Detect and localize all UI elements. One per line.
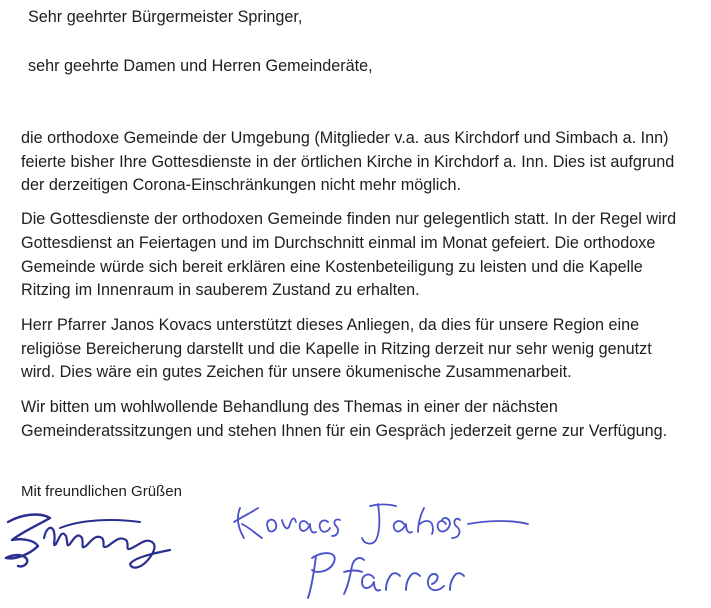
paragraph-1-line-2: feierte bisher Ihre Gottesdienste in der örtlichen Kirche in Kirchdorf a. Inn. Dies ist aufgrund <box>21 153 675 171</box>
paragraph-2-line-4: Ritzing im Innenraum in sauberem Zustand zu erhalten. <box>21 281 420 299</box>
paragraph-2-line-1: Die Gottesdienste der orthodoxen Gemeinde finden nur gelegentlich statt. In der Regel wird <box>21 210 677 228</box>
signature-pastor <box>228 494 548 604</box>
closing: Mit freundlichen Grüßen <box>21 483 182 500</box>
paragraph-3-line-3: wird. Dies wäre ein gutes Zeichen für unsere ökumenische Zusammenarbeit. <box>21 363 572 381</box>
signature-mayor <box>0 498 200 578</box>
paragraph-3-line-1: Herr Pfarrer Janos Kovacs unterstützt dieses Anliegen, da dies für unsere Region eine <box>21 316 640 334</box>
paragraph-3-line-2: religiöse Bereicherung darstellt und die Kapelle in Ritzing derzeit nur sehr wenig genutzt <box>21 340 652 358</box>
paragraph-2-line-3: Gemeinde würde sich bereit erklären eine Kostenbeteiligung zu leisten und die Kapelle <box>21 258 643 276</box>
paragraph-2-line-2: Gottesdienst an Feiertagen und im Durchschnitt einmal im Monat gefeiert. Die orthodoxe <box>21 234 656 252</box>
salutation-mayor: Sehr geehrter Bürgermeister Springer, <box>28 8 303 26</box>
salutation-council: sehr geehrte Damen und Herren Gemeinderäte, <box>28 57 373 75</box>
paragraph-4-line-2: Gemeinderatssitzungen und stehen Ihnen für ein Gespräch jederzeit gerne zur Verfügung. <box>21 422 668 440</box>
paragraph-4-line-1: Wir bitten um wohlwollende Behandlung des Themas in einer der nächsten <box>21 398 558 416</box>
paragraph-1-line-1: die orthodoxe Gemeinde der Umgebung (Mitglieder v.a. aus Kirchdorf und Simbach a. Inn) <box>21 129 669 147</box>
paragraph-1-line-3: der derzeitigen Corona-Einschränkungen nicht mehr möglich. <box>21 176 461 194</box>
